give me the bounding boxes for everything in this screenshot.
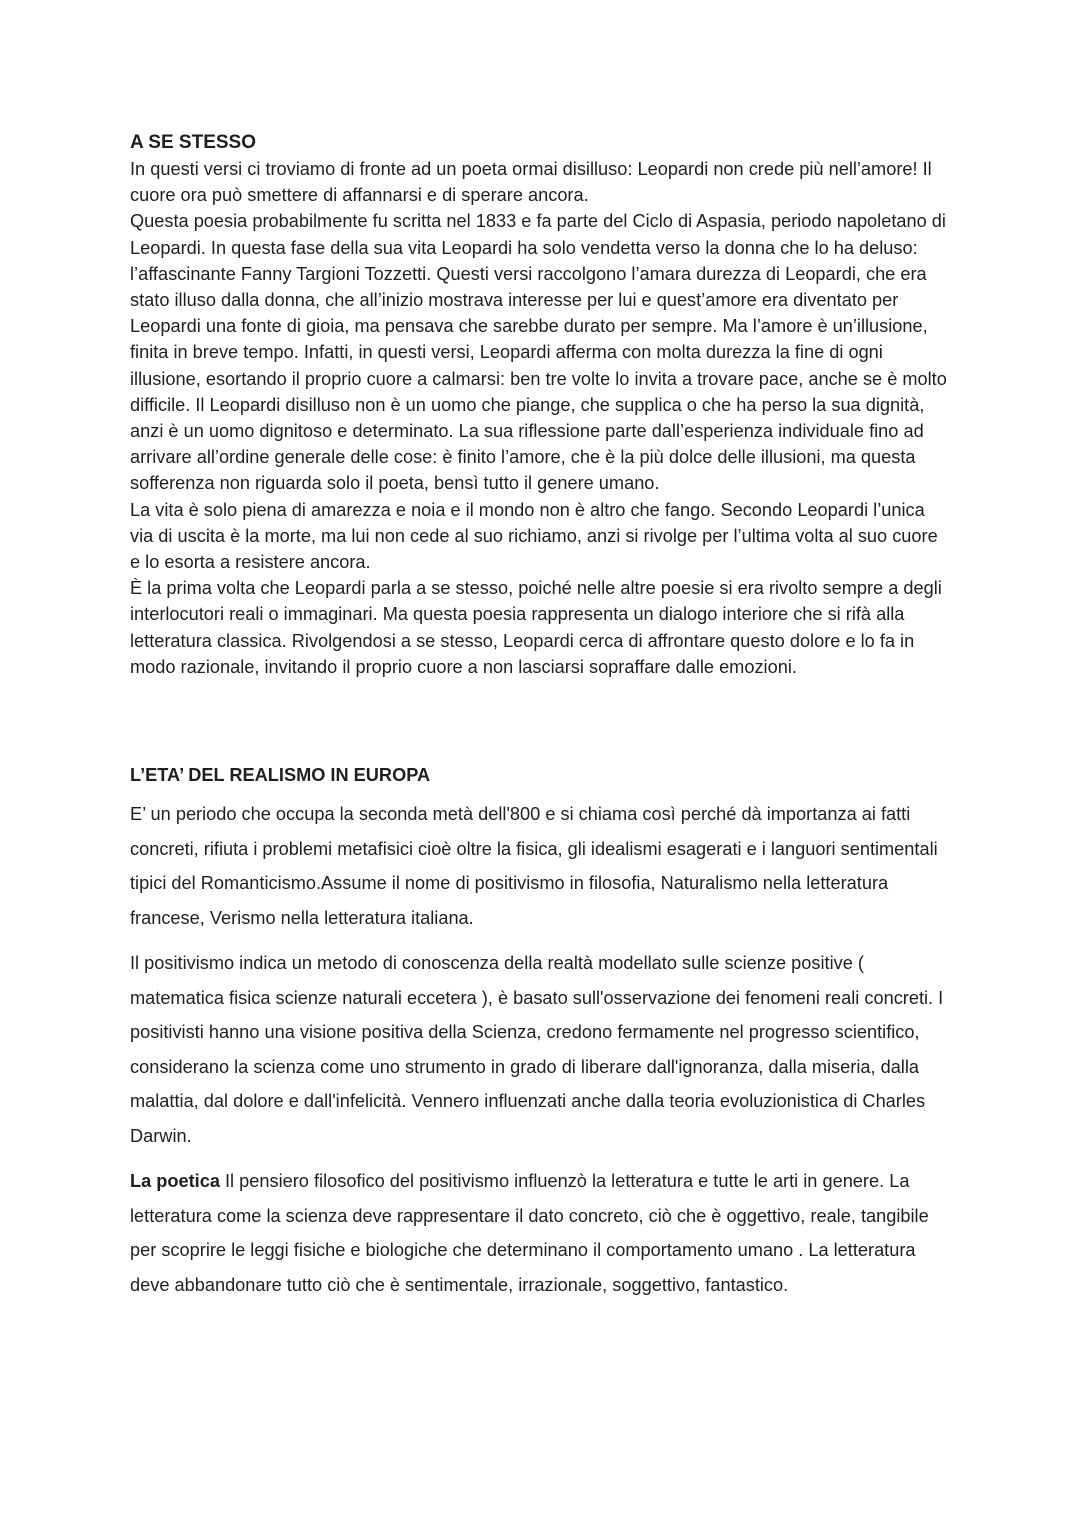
poetica-text: Il pensiero filosofico del positivismo influenzò la letteratura e tutte le arti in genere. La letteratura come la scienza deve rappresentare il dato concreto, ciò che è oggettivo, reale, tangibile per scoprire le leggi fisiche e biologiche che determinano il comportamento umano . La letteratura deve abbandonare tutto ciò che è sentimentale, irrazionale, soggettivo, fantastico.: [130, 1171, 929, 1295]
paragraph: È la prima volta che Leopardi parla a se stesso, poiché nelle altre poesie si era rivolto sempre a degli interlocutori reali o immaginari. Ma questa poesia rappresenta un dialogo interiore che si rifà alla letteratura classica. Rivolgendosi a se stesso, Leopardi cerca di affrontare questo dolore e lo fa in modo razionale, invitando il proprio cuore a non lasciarsi sopraffare dalle emozioni.: [130, 578, 942, 677]
section-title-a-se-stesso: A SE STESSO: [130, 132, 256, 153]
paragraph: La vita è solo piena di amarezza e noia e il mondo non è altro che fango. Secondo Leopardi l’unica via di uscita è la morte, ma lui non cede al suo richiamo, anzi si rivolge per l’ultima volta al suo cuore e lo esorta a resistere ancora.: [130, 499, 938, 573]
paragraph: Il positivismo indica un metodo di conoscenza della realtà modellato sulle scienze positive ( matematica fisica scienze naturali eccetera ), è basato sull'osservazione dei fenomeni reali concreti. I positivisti hanno una visione positiva della Scienza, credono fermamente nel progresso scientifico, considerano la scienza come uno strumento in grado di liberare dall'ignoranza, dalla miseria, dalla malattia, dal dolore e dall'infelicità. Vennero influenzati anche dalla teoria evoluzionistica di Charles Darwin.: [130, 953, 944, 1146]
section-realismo: [130, 797, 952, 1313]
paragraph: E’ un periodo che occupa la seconda metà dell'800 e si chiama così perché dà importanza ai fatti concreti, rifiuta i problemi metafisici cioè oltre la fisica, gli idealismi esagerati e i languori sentimentali tipici del Romanticismo.Assume il nome di positivismo in filosofia, Naturalismo nella letteratura francese, Verismo nella letteratura italiana.: [130, 804, 938, 928]
poetica-label: La poetica: [130, 1171, 220, 1191]
paragraph: Questa poesia probabilmente fu scritta nel 1833 e fa parte del Ciclo di Aspasia, periodo napoletano di Leopardi. In questa fase della sua vita Leopardi ha solo vendetta verso la donna che lo ha deluso: l’affascinante Fanny Targioni Tozzetti. Questi versi raccolgono l’amara durezza di Leopardi, che era stato illuso dalla donna, che all’inizio mostrava interesse per lui e quest’amore era diventato per Leopardi una fonte di gioia, ma pensava che sarebbe durato per sempre. Ma l’amore è un’illusione, finita in breve tempo. Infatti, in questi versi, Leopardi afferma con molta durezza la fine di ogni illusione, esortando il proprio cuore a calmarsi: ben tre volte lo invita a trovare pace, anche se è molto difficile. Il Leopardi disilluso non è un uomo che piange, che supplica o che ha perso la sua dignità, anzi è un uomo dignitoso e determinato. La sua riflessione parte dall’esperienza individuale fino ad arrivare all’ordine generale delle cose: è finito l’amore, che è la più dolce delle illusioni, ma questa sofferenza non riguarda solo il poeta, bensì tutto il genere umano.: [130, 211, 947, 494]
document-content: [130, 130, 952, 1295]
paragraph: In questi versi ci troviamo di fronte ad un poeta ormai disilluso: Leopardi non crede più nell’amore! Il cuore ora può smettere di affannarsi e di sperare ancora.: [130, 159, 932, 206]
section-title-realismo: L’ETA’ DEL REALISMO IN EUROPA: [130, 765, 431, 785]
section-a-se-stesso: [130, 130, 952, 680]
paragraph-poetica: [130, 1164, 952, 1302]
